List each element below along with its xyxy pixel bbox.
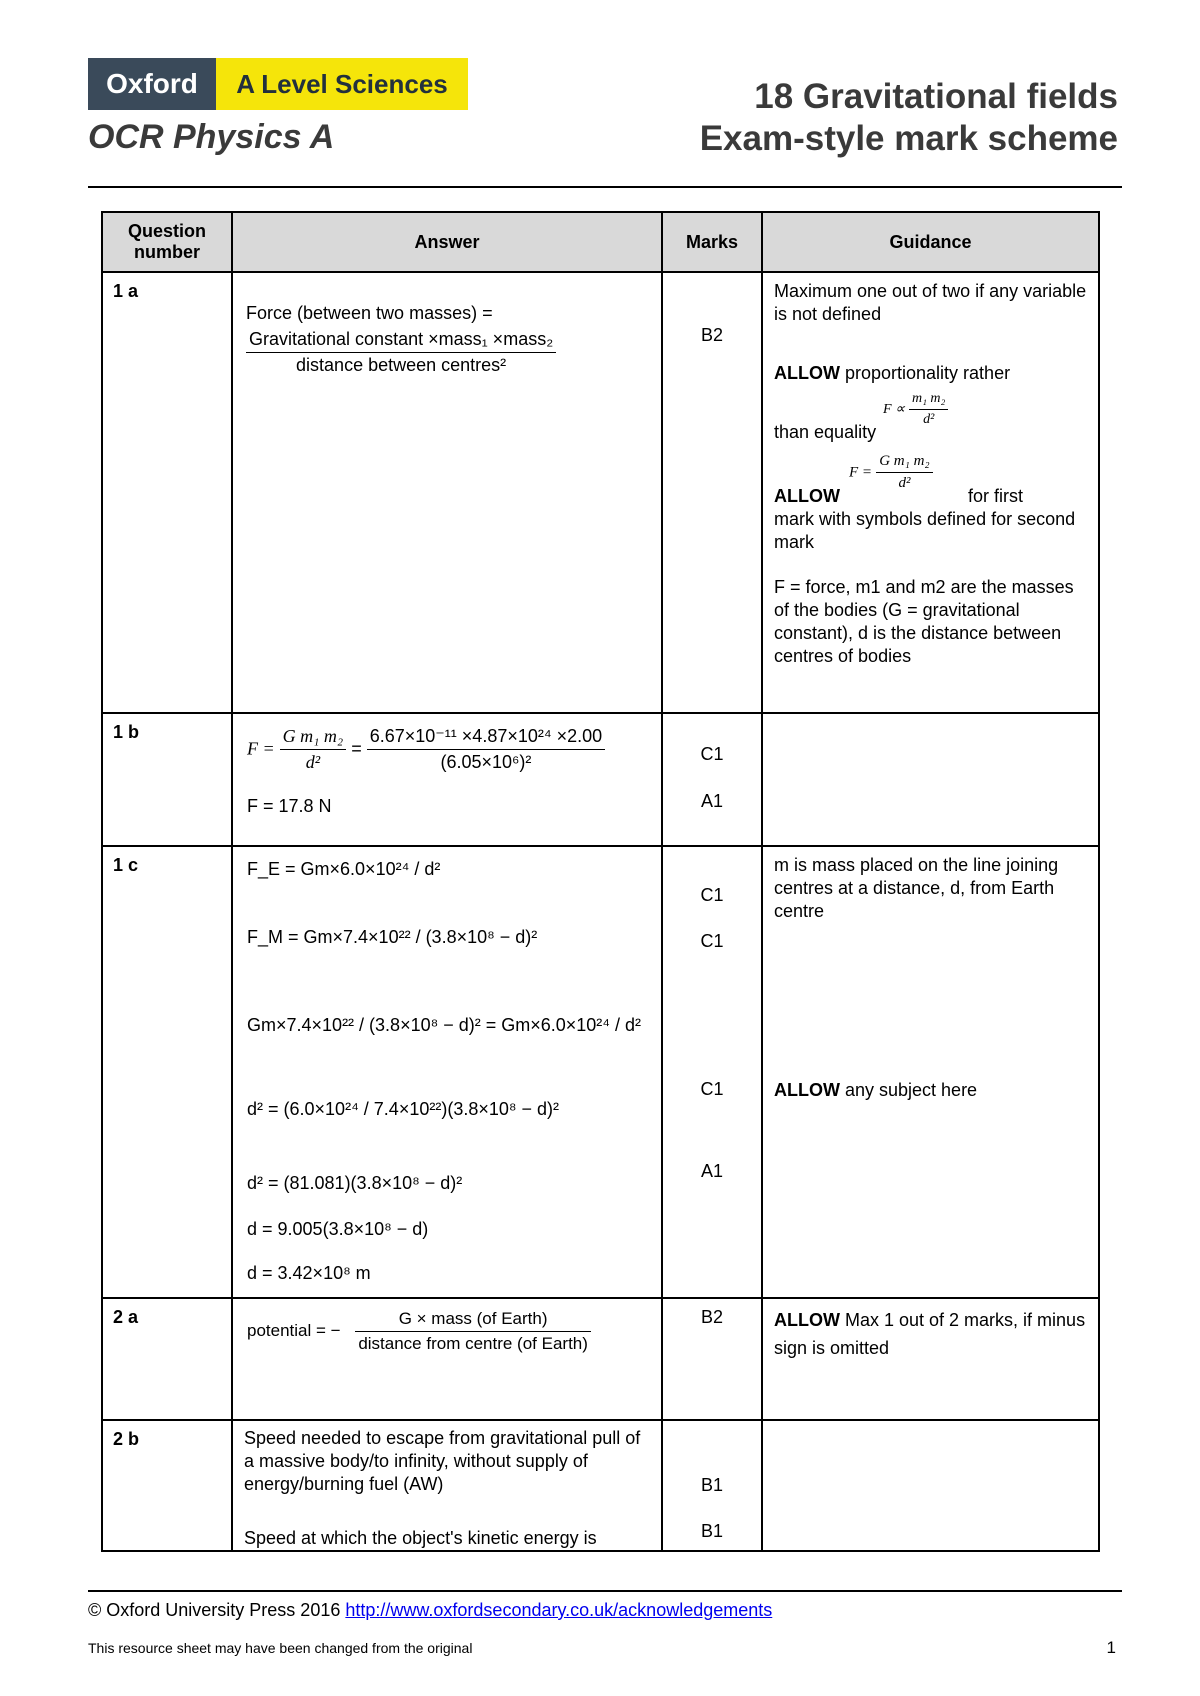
answer-text: Force (between two masses) = (246, 303, 493, 323)
guidance-allow-symbols: ALLOW for first mark with symbols defined for second mark (774, 486, 1076, 552)
marks-cell (662, 713, 762, 846)
document-title-line1: 18 Gravitational fields (754, 77, 1118, 116)
answer-cell (232, 1298, 662, 1420)
marks-cell (662, 1298, 762, 1420)
mark: A1 (700, 791, 724, 811)
answer-line: d = 9.005(3.8×10⁸ − d) (247, 1219, 429, 1239)
formula-denominator: distance between centres² (296, 355, 507, 375)
marks-cell (662, 1420, 762, 1551)
logo-sciences-text: A Level Sciences (216, 58, 468, 110)
header-answer: Answer (232, 212, 662, 272)
formula-numerator: Gravitational constant ×mass₁ ×mass₂ (246, 329, 556, 353)
answer-line: d² = (81.081)(3.8×10⁸ − d)² (247, 1173, 463, 1193)
logo-oxford-text: Oxford (88, 58, 216, 110)
guidance-text: Maximum one out of two if any variable is not defined (774, 281, 1087, 324)
force-equation: F = $\frac{\text{G m₁ m₂}}{\text{d²}}$ = $\frac{\text{6.67×10⁻¹¹ ×4.87×10²⁴ ×2.00}}{\text{(6.05×10⁶)²}}$ (247, 726, 605, 773)
mark: C1 (700, 744, 724, 764)
table-row (102, 272, 1099, 713)
page-number: 1 (1106, 1638, 1116, 1657)
question-number: 2 a (102, 1298, 232, 1420)
copyright-text: © Oxford University Press 2016 (88, 1600, 341, 1620)
guidance-definitions: F = force, m1 and m2 are the masses of the bodies (G = gravitational constant), d is the distance between centres of bodies (774, 577, 1074, 666)
mark: C1 (700, 1079, 724, 1099)
mark: A1 (700, 1161, 724, 1181)
mark: C1 (700, 885, 724, 905)
answer-line: d² = (6.0×10²⁴ / 7.4×10²²)(3.8×10⁸ − d)² (247, 1099, 559, 1119)
guidance-text: m is mass placed on the line joining centres at a distance, d, from Earth centre (774, 855, 1059, 921)
marks-cell (662, 272, 762, 713)
header-marks: Marks (662, 212, 762, 272)
document-title-line2: Exam-style mark scheme (699, 119, 1118, 158)
oxford-logo (88, 58, 468, 110)
mark: B2 (700, 325, 724, 345)
answer-line: F_E = Gm×6.0×10²⁴ / d² (247, 859, 441, 879)
answer-formula (246, 329, 556, 376)
answer-line: d = 3.42×10⁸ m (247, 1263, 371, 1283)
guidance-cell (762, 846, 1099, 1298)
footer-note: This resource sheet may have been changed from the original (88, 1640, 473, 1656)
table-header-row (102, 212, 1099, 272)
header-guidance: Guidance (762, 212, 1099, 272)
guidance-allow: ALLOW Max 1 out of 2 marks, if minus sign is omitted (774, 1310, 1086, 1358)
marks-cell (662, 846, 762, 1298)
guidance-cell (762, 713, 1099, 846)
guidance-allow: ALLOW any subject here (774, 1080, 978, 1100)
answer-cell (232, 1420, 662, 1551)
answer-cell (232, 272, 662, 713)
footer-copyright (88, 1600, 772, 1621)
answer-cell (232, 713, 662, 846)
guidance-than-equality: than equality (774, 422, 877, 442)
document-title (700, 76, 1118, 160)
header-question: Question number (102, 212, 232, 272)
table-row (102, 846, 1099, 1298)
question-number: 1 a (102, 272, 232, 713)
footer-divider (88, 1590, 1122, 1592)
potential-formula: potential = − $\frac{\text{G × mass (of Earth)}}{\text{distance from centre (of Earth)}}$ (247, 1309, 591, 1354)
answer-text: Speed needed to escape from gravitational pull of a massive body/to infinity, without supply of energy/burning fuel (AW) (244, 1428, 641, 1494)
guidance-cell (762, 1420, 1099, 1551)
guidance-allow: ALLOW proportionality rather (774, 363, 1011, 383)
acknowledgements-link[interactable]: http://www.oxfordsecondary.co.uk/acknowledgements (345, 1600, 773, 1620)
equality-formula: F = $\frac{\text{G m₁ m₂}}{\text{d²}}$ (849, 453, 933, 492)
table-row (102, 1298, 1099, 1420)
header-divider (88, 186, 1122, 188)
mark: C1 (700, 931, 724, 951)
mark-scheme-table (101, 211, 1100, 1552)
mark: B1 (700, 1521, 724, 1541)
answer-line: Gm×7.4×10²² / (3.8×10⁸ − d)² = Gm×6.0×10²⁴ / d² (247, 1015, 642, 1035)
guidance-cell (762, 272, 1099, 713)
table-row (102, 1420, 1099, 1551)
answer-text: Speed at which the object's kinetic energy is (244, 1528, 597, 1548)
mark: B1 (700, 1475, 724, 1495)
table-row (102, 713, 1099, 846)
subject-title: OCR Physics A (88, 118, 335, 156)
question-number: 2 b (102, 1420, 232, 1551)
guidance-cell (762, 1298, 1099, 1420)
answer-cell (232, 846, 662, 1298)
mark: B2 (700, 1307, 724, 1327)
answer-line: F_M = Gm×7.4×10²² / (3.8×10⁸ − d)² (247, 927, 538, 947)
question-number: 1 b (102, 713, 232, 846)
proportionality-formula: F ∝ $\frac{\text{m₁ m₂}}{\text{d²}}$ (883, 391, 948, 428)
question-number: 1 c (102, 846, 232, 1298)
force-result: F = 17.8 N (247, 796, 332, 816)
